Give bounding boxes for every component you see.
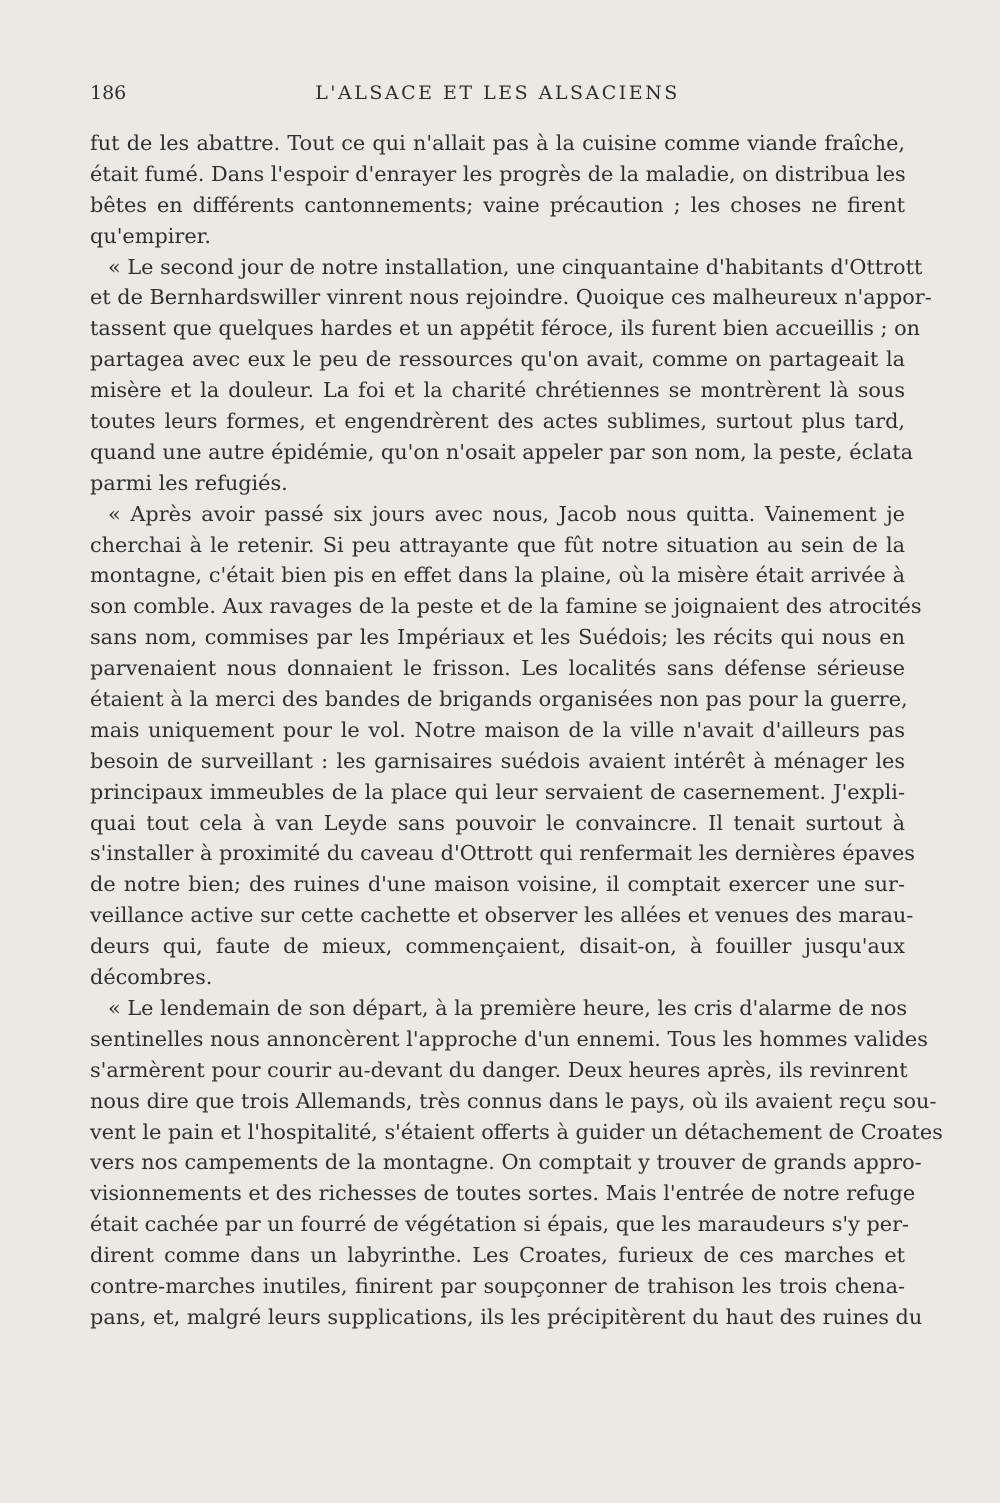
text-line: son comble. Aux ravages de la peste et de la famine se joignaient des atrocités [90,594,922,619]
text-line: contre-marches inutiles, finirent par soupçonner de trahison les trois chena- [90,1273,905,1298]
text-line: vent le pain et l'hospitalité, s'étaient offerts à guider un détachement de Croates [90,1119,943,1144]
text-line: cherchai à le retenir. Si peu attrayante que fût notre situation au sein de la [90,532,905,557]
running-title: L'ALSACE ET LES ALSACIENS [315,82,680,104]
text-line: quai tout cela à van Leyde sans pouvoir le convaincre. Il tenait surtout à [90,810,905,835]
text-line: était fumé. Dans l'espoir d'enrayer les progrès de la maladie, on distribua les [90,161,906,186]
text-line: nous dire que trois Allemands, très connus dans le pays, où ils avaient reçu sou- [90,1088,937,1113]
text-line: « Après avoir passé six jours avec nous, Jacob nous quitta. Vainement je [108,501,905,526]
text-line: principaux immeubles de la place qui leur servaient de casernement. J'expli- [90,779,905,804]
text-line: mais uniquement pour le vol. Notre maison de la ville n'avait d'ailleurs pas [90,717,905,742]
text-line: visionnements et des richesses de toutes sortes. Mais l'entrée de notre refuge [90,1181,916,1206]
text-line: besoin de surveillant : les garnisaires suédois avaient intérêt à ménager les [90,748,905,773]
text-line: sans nom, commises par les Impériaux et les Suédois; les récits qui nous en [90,625,905,650]
text-line: décombres. [90,965,213,990]
text-line: « Le lendemain de son départ, à la première heure, les cris d'alarme de nos [108,995,908,1020]
text-line: étaient à la merci des bandes de brigands organisées non pas pour la guerre, [90,687,908,712]
text-line: fut de les abattre. Tout ce qui n'allait pas à la cuisine comme viande fraîche, [90,131,905,155]
text-line: s'installer à proximité du caveau d'Ottrott qui renfermait les dernières épaves [90,841,915,866]
text-line: montagne, c'était bien pis en effet dans la plaine, où la misère était arrivée à [90,563,905,588]
text-line: partagea avec eux le peu de ressources qu'on avait, comme on partageait la [90,347,905,372]
text-line: était cachée par un fourré de végétation si épais, que les maraudeurs s'y per- [90,1212,910,1237]
text-line: « Le second jour de notre installation, une cinquantaine d'habitants d'Ottrott [108,254,923,279]
text-line: pans, et, malgré leurs supplications, ils les précipitèrent du haut des ruines du [90,1304,923,1329]
text-line: tassent que quelques hardes et un appétit féroce, ils furent bien accueillis ; on [90,316,921,341]
text-line: parmi les refugiés. [90,470,288,495]
text-line: bêtes en différents cantonnements; vaine précaution ; les choses ne firent [90,192,905,217]
text-line: quand une autre épidémie, qu'on n'osait appeler par son nom, la peste, éclata [90,439,913,464]
text-line: qu'empirer. [90,223,211,248]
text-line: vers nos campements de la montagne. On comptait y trouver de grands appro- [90,1150,922,1175]
running-head [90,82,905,112]
text-line: sentinelles nous annoncèrent l'approche d'un ennemi. Tous les hommes valides [90,1026,928,1051]
text-line: s'armèrent pour courir au-devant du danger. Deux heures après, ils revinrent [90,1057,908,1082]
text-line: deurs qui, faute de mieux, commençaient, disait-on, à fouiller jusqu'aux [90,934,905,959]
body-text [90,128,943,1333]
text-line: et de Bernhardswiller vinrent nous rejoindre. Quoique ces malheureux n'appor- [90,285,932,310]
text-line: veillance active sur cette cachette et observer les allées et venues des marau- [90,903,914,928]
page-number: 186 [90,82,127,104]
text-line: toutes leurs formes, et engendrèrent des actes sublimes, surtout plus tard, [90,409,905,434]
text-line: de notre bien; des ruines d'une maison voisine, il comptait exercer une sur- [90,872,905,897]
text-line: parvenaient nous donnaient le frisson. Les localités sans défense sérieuse [90,656,905,681]
text-line: misère et la douleur. La foi et la charité chrétiennes se montrèrent là sous [90,378,905,403]
text-line: dirent comme dans un labyrinthe. Les Croates, furieux de ces marches et [90,1243,905,1268]
